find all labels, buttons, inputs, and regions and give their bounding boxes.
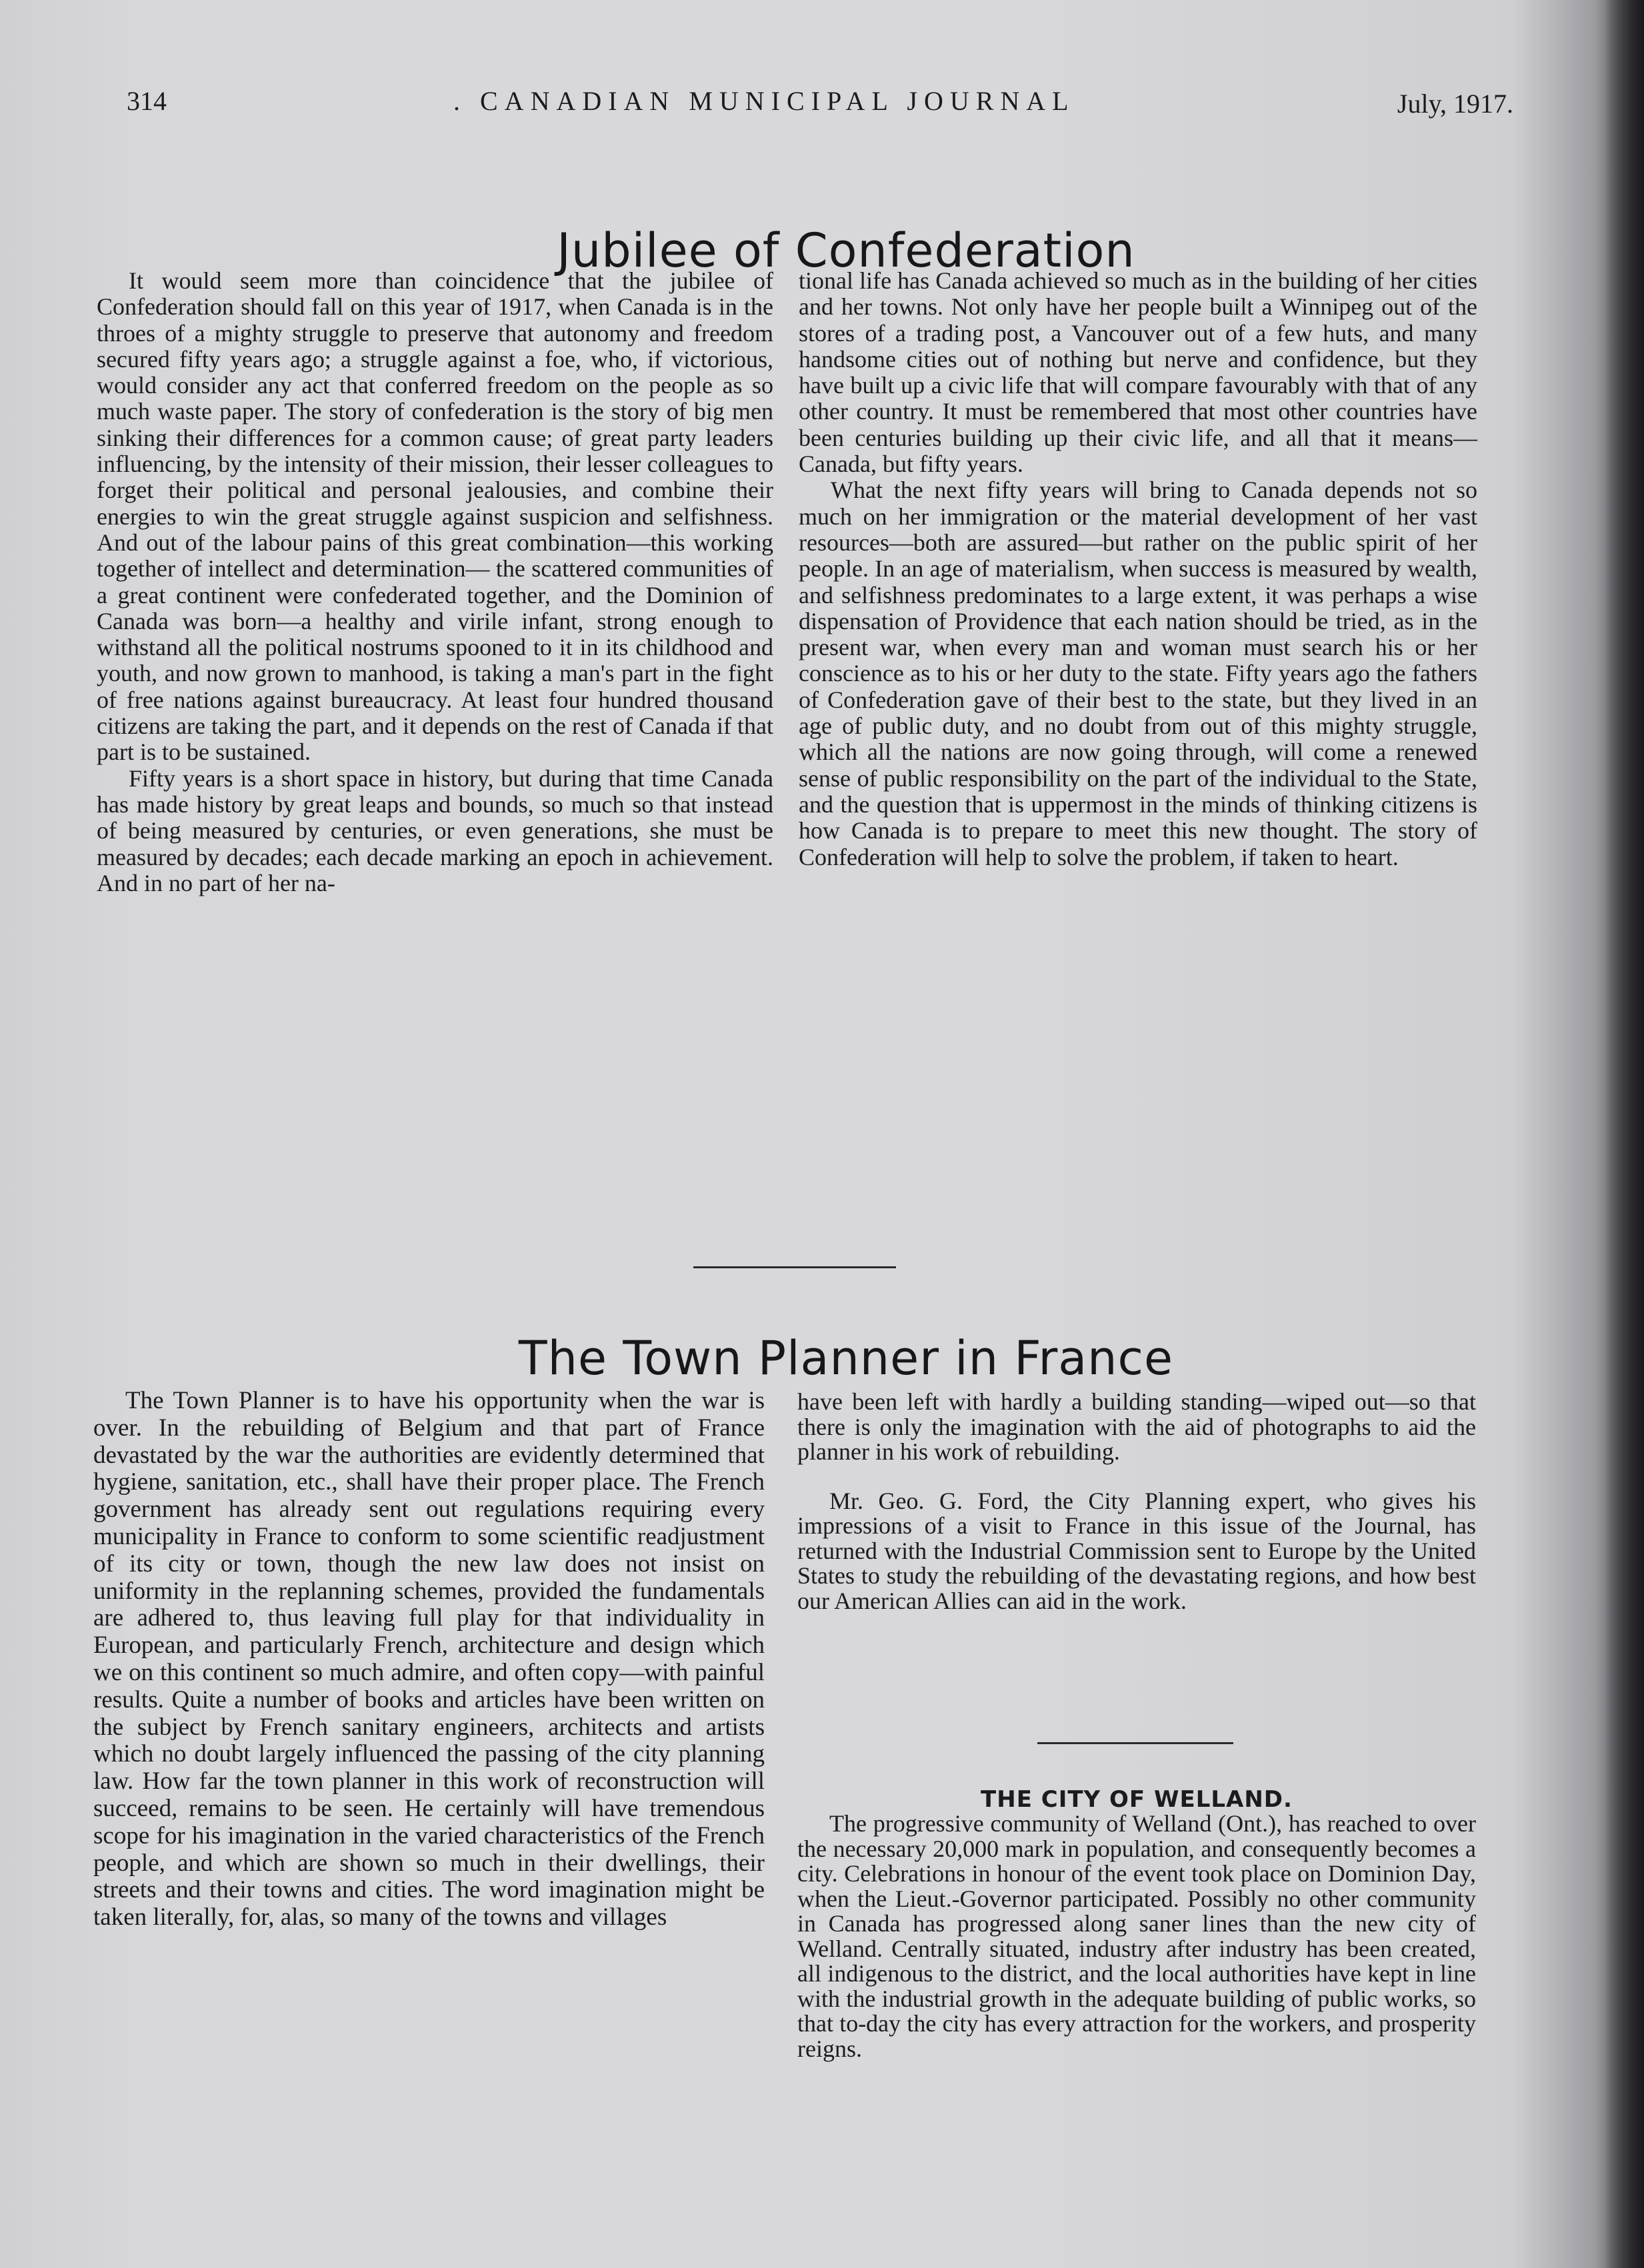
article-title-welland: THE CITY OF WELLAND.: [981, 1786, 1293, 1813]
article-welland-body: [797, 1811, 1476, 2061]
paragraph: have been left with hardly a building standing—wiped out—so that there is only the imagination with the aid of photographs to aid the planner in his work of rebuilding.: [797, 1388, 1476, 1465]
paragraph: tional life has Canada achieved so much as in the building of her cities and her towns. Not only have her people built a Winnipeg out of the stores of a trading post, a Vancouver out of a few huts, and many handsome cities out of nothing but nerve and confidence, but they have built up a civic life that will compare favourably with that of any other country. It must be remembered that most other countries have been centuries building up their civic life, and all that it means—Canada, but fifty years.: [799, 267, 1477, 478]
section-divider: [693, 1266, 896, 1268]
article-town-planner-column-left: [93, 1388, 765, 1931]
paragraph: Mr. Geo. G. Ford, the City Planning expert, who gives his impressions of a visit to France in this issue of the Journal, has returned with the Industrial Commission sent to Europe by the United States to study the rebuilding of the devastating regions, and how best our American Allies can aid in the work.: [797, 1487, 1476, 1614]
paragraph: Fifty years is a short space in history, but during that time Canada has made history by great leaps and bounds, so much so that instead of being measured by centuries, or even generations, she must be measured by decades; each decade marking an epoch in achievement. And in no part of her na-: [97, 764, 773, 896]
issue-date: July, 1917.: [1397, 89, 1513, 119]
article-title-jubilee: Jubilee of Confederation: [557, 223, 1135, 278]
paragraph: It would seem more than coincidence that the jubilee of Confederation should fall on this year of 1917, when Canada is in the throes of a mighty struggle to preserve that autonomy and freedom secured fifty years ago; a struggle against a foe, who, if victorious, would consider any act that conferred freedom on the people as so much waste paper. The story of confederation is the story of big men sinking their differences for a common cause; of great party leaders influencing, by the intensity of their mission, their lesser colleagues to forget their political and personal jealousies, and combine their energies to win the great struggle against suspicion and selfishness. And out of the labour pains of this great combination—this working together of intellect and determination— the scattered communities of a great continent were confederated together, and the Dominion of Canada was born—a healthy and virile infant, strong enough to withstand all the political nostrums spooned to it in its childhood and youth, and now grown to manhood, is taking a man's part in the fight of free nations against bureaucracy. At least four hundred thousand citizens are taking the part, and it depends on the rest of Canada if that part is to be sustained.: [97, 267, 773, 766]
section-divider: [1037, 1742, 1233, 1744]
article-jubilee-column-left: [97, 268, 773, 896]
paragraph: What the next fifty years will bring to Canada depends not so much on her immigration or the material development of her vast resources—both are assured—but rather on the public spirit of her people. In an age of materialism, when success is measured by wealth, and selfishness predominates to a large extent, it was perhaps a wise dispensation of Providence that each nation should be tried, as in the present war, when every man and woman must search his or her conscience as to his or her duty to the state. Fifty years ago the fathers of Confederation gave of their best to the state, but they lived in an age of public duty, and no doubt from out of this mighty struggle, which all the nations are now going through, will come a renewed sense of public responsibility on the part of the individual to the State, and the question that is uppermost in the minds of thinking citizens is how Canada is to prepare to meet this new thought. The story of Confederation will help to solve the problem, if taken to heart.: [799, 477, 1477, 870]
page-number: 314: [127, 86, 167, 116]
book-spine-shadow: [1604, 0, 1644, 2268]
paragraph: The Town Planner is to have his opportunity when the war is over. In the rebuilding of Belgium and that part of France devastated by the war the authorities are evidently determined that hygiene, sanitation, etc., shall have their proper place. The French government has already sent out regulations requiring every municipality in France to conform to some scientific readjustment of its city or town, though the new law does not insist on uniformity in the replanning schemes, provided the fundamentals are adhered to, thus leaving full play for that individuality in European, and particularly French, architecture and design which we on this continent so much admire, and often copy—with painful results. Quite a number of books and articles have been written on the subject by French sanitary engineers, architects and artists which no doubt largely influenced the passing of the city planning law. How far the town planner in this work of reconstruction will succeed, remains to be seen. He certainly will have tremendous scope for his imagination in the varied characteristics of the French people, and which are shown so much in their dwellings, their streets and their towns and cities. The word imagination might be taken literally, for, alas, so many of the towns and villages: [93, 1387, 765, 1931]
article-jubilee-column-right: [799, 268, 1477, 870]
article-title-town-planner: The Town Planner in France: [518, 1330, 1174, 1386]
article-town-planner-column-right: [797, 1390, 1476, 1614]
journal-title: . CANADIAN MUNICIPAL JOURNAL: [453, 86, 1075, 116]
page-header: [127, 85, 1513, 125]
paragraph: The progressive community of Welland (Ont.), has reached to over the necessary 20,000 mark in population, and consequently becomes a city. Celebrations in honour of the event took place on Dominion Day, when the Lieut.-Governor participated. Possibly no other community in Canada has progressed along saner lines than the new city of Welland. Centrally situated, industry after industry has been created, all indigenous to the district, and the local authorities have kept in line with the industrial growth in the adequate building of public works, so that to-day the city has every attraction for the workers, and prosperity reigns.: [797, 1810, 1476, 2062]
